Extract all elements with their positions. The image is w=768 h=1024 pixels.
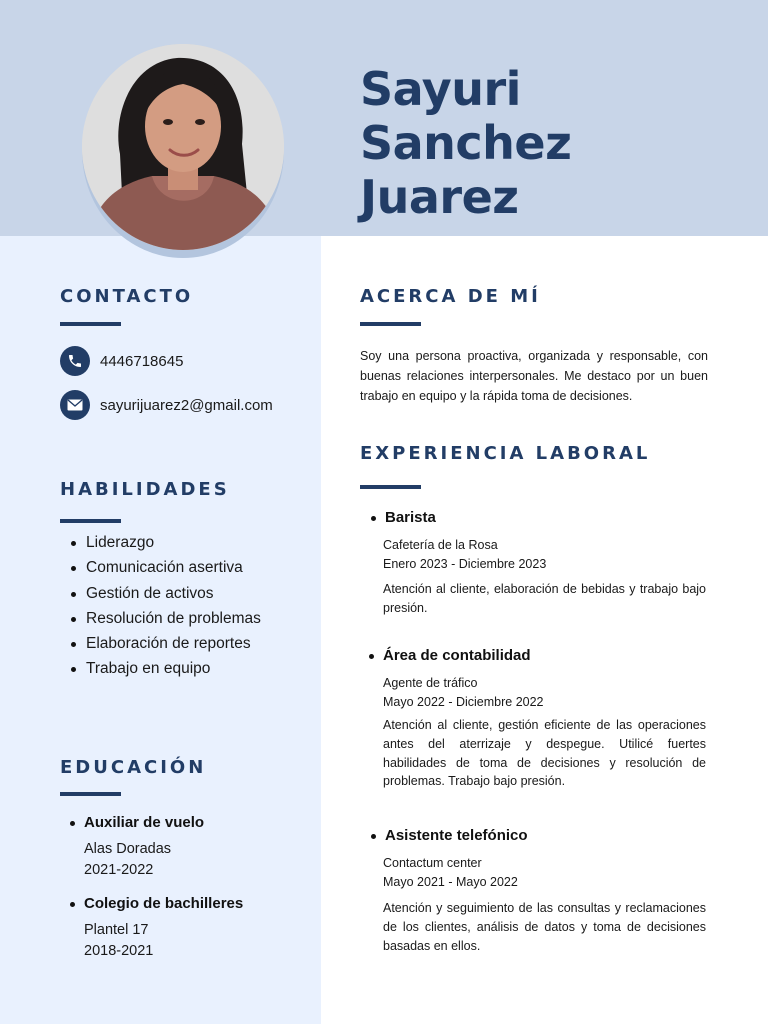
contact-email-row [60, 390, 273, 420]
education-title: Auxiliar de vuelo [84, 814, 205, 831]
email-address[interactable]: sayurijuarez2@gmail.com [100, 396, 273, 414]
education-item [84, 814, 204, 878]
job-title: Barista [385, 509, 706, 526]
experience-heading: EXPERIENCIA LABORAL [360, 443, 651, 464]
contact-divider [60, 322, 121, 326]
full-name: Sayuri Sanchez Juarez [360, 62, 572, 224]
skill-item: Comunicación asertiva [86, 557, 261, 582]
job-period: Mayo 2021 - Mayo 2022 [383, 874, 518, 889]
job-company: Cafetería de la Rosa [383, 538, 498, 552]
about-text: Soy una persona proactiva, organizada y responsable, con buenas relaciones interpersonales. Me destaco por un buen trabajo en equipo y la rápida toma de decisiones. [360, 349, 708, 403]
education-school: Plantel 17 [84, 922, 149, 938]
job-company: Agente de tráfico [383, 676, 478, 690]
about-heading: ACERCA DE MÍ [360, 286, 541, 307]
job-period: Mayo 2022 - Diciembre 2022 [383, 694, 544, 709]
skill-item: Elaboración de reportes [86, 633, 261, 658]
skill-item: Gestión de activos [86, 583, 261, 608]
skills-list [86, 532, 261, 684]
skills-heading: HABILIDADES [60, 479, 230, 500]
education-title: Colegio de bachilleres [84, 895, 244, 912]
job-description: Atención al cliente, elaboración de bebidas y trabajo bajo presión. [383, 582, 706, 615]
contact-heading: CONTACTO [60, 286, 194, 307]
job-title: Asistente telefónico [385, 827, 706, 844]
about-divider [360, 322, 421, 326]
skill-item: Liderazgo [86, 532, 261, 557]
experience-divider [360, 485, 421, 489]
education-divider [60, 792, 121, 796]
job-description: Atención al cliente, gestión eficiente de las operaciones antes del aterrizaje y despegue. Utilicé fuertes habilidades de toma de decisiones y resolución de problemas. Trabajo bajo presión. [383, 718, 706, 789]
mail-icon [60, 390, 90, 420]
phone-number[interactable]: 4446718645 [100, 352, 184, 370]
phone-icon [60, 346, 90, 376]
job-description: Atención y seguimiento de las consultas y reclamaciones de los clientes, análisis de datos y toma de decisiones basadas en ellos. [383, 901, 706, 953]
job-item [383, 647, 706, 791]
contact-phone-row [60, 346, 183, 376]
skills-divider [60, 519, 121, 523]
education-heading: EDUCACIÓN [60, 757, 207, 778]
skill-item: Trabajo en equipo [86, 658, 261, 683]
job-title: Área de contabilidad [383, 647, 706, 664]
education-years: 2021-2022 [84, 862, 154, 878]
job-period: Enero 2023 - Diciembre 2023 [383, 556, 547, 571]
profile-photo [82, 44, 284, 250]
job-item [383, 827, 706, 955]
education-school: Alas Doradas [84, 841, 172, 857]
skill-item: Resolución de problemas [86, 608, 261, 633]
job-item [383, 509, 706, 618]
job-company: Contactum center [383, 856, 482, 870]
education-years: 2018-2021 [84, 943, 154, 959]
education-item [84, 895, 243, 959]
